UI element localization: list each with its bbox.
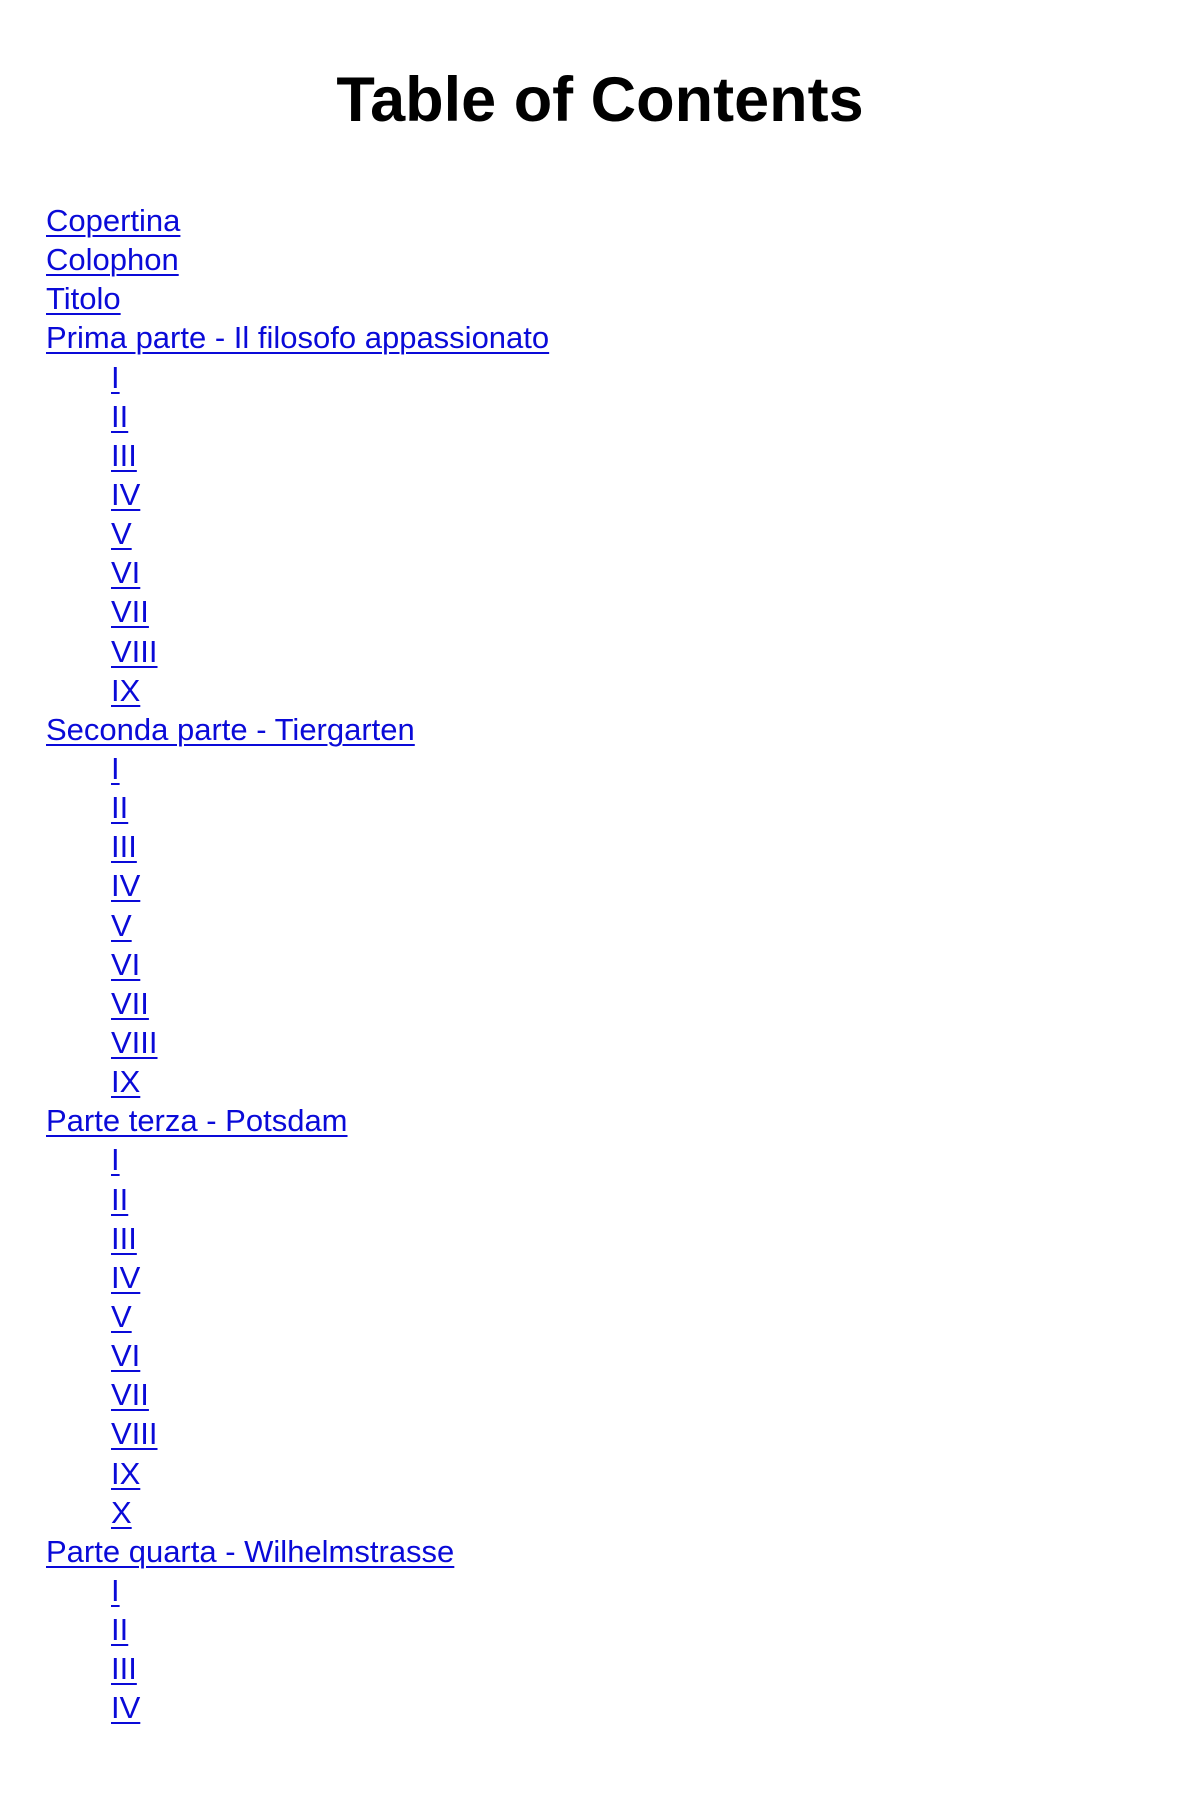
toc-chapter-item: [46, 475, 549, 514]
toc-chapter-link[interactable]: VI: [111, 555, 141, 591]
toc-chapter-item: [46, 1414, 549, 1453]
toc-chapter-link[interactable]: IV: [111, 476, 141, 512]
toc-chapter-link[interactable]: VI: [111, 1338, 141, 1374]
toc-chapter-item: [46, 827, 549, 866]
toc-chapter-item: [46, 1688, 549, 1727]
toc-chapter-item: [46, 1219, 549, 1258]
toc-part-item: [46, 710, 549, 749]
toc-chapter-link[interactable]: VII: [111, 985, 149, 1021]
toc-part-link[interactable]: Copertina: [46, 203, 181, 238]
toc-part-link[interactable]: Prima parte - Il filosofo appassionato: [46, 320, 550, 356]
toc-chapter-link[interactable]: II: [111, 1181, 129, 1217]
toc-chapter-item: [46, 1375, 549, 1414]
toc-part-item: [46, 1532, 549, 1571]
toc-chapter-item: [46, 1610, 549, 1649]
toc-chapter-item: [46, 436, 549, 475]
toc-chapter-item: [46, 1493, 549, 1532]
toc-chapter-link[interactable]: IV: [111, 1690, 141, 1726]
toc-chapter-link[interactable]: II: [111, 398, 129, 434]
toc-chapter-link[interactable]: II: [111, 1612, 129, 1648]
toc-chapter-link[interactable]: V: [111, 1298, 132, 1334]
toc-part-link[interactable]: Colophon: [46, 242, 179, 278]
toc-chapter-item: [46, 906, 549, 945]
toc-chapter-link[interactable]: I: [111, 1572, 120, 1608]
table-of-contents: [46, 201, 549, 1727]
toc-part-link[interactable]: Parte terza - Potsdam: [46, 1103, 348, 1139]
toc-chapter-item: [46, 1140, 549, 1179]
toc-part-item: [46, 201, 549, 240]
toc-chapter-link[interactable]: X: [111, 1494, 132, 1530]
toc-chapter-link[interactable]: VIII: [111, 633, 158, 669]
toc-part-link[interactable]: Seconda parte - Tiergarten: [46, 711, 415, 747]
toc-part-item: [46, 240, 549, 279]
toc-chapter-link[interactable]: IV: [111, 868, 141, 904]
toc-chapter-link[interactable]: III: [111, 1651, 137, 1687]
toc-chapter-link[interactable]: II: [111, 790, 129, 826]
toc-chapter-link[interactable]: VII: [111, 594, 149, 630]
toc-chapter-item: [46, 788, 549, 827]
toc-chapter-item: [46, 553, 549, 592]
toc-part-link[interactable]: Titolo: [46, 281, 121, 317]
toc-chapter-link[interactable]: VIII: [111, 1416, 158, 1452]
toc-chapter-item: [46, 1336, 549, 1375]
toc-chapter-link[interactable]: I: [111, 359, 120, 395]
toc-chapter-item: [46, 1571, 549, 1610]
toc-chapter-item: [46, 397, 549, 436]
toc-part-item: [46, 318, 549, 357]
toc-chapter-item: [46, 945, 549, 984]
toc-part-item: [46, 279, 549, 318]
toc-chapter-item: [46, 1649, 549, 1688]
toc-chapter-link[interactable]: III: [111, 1220, 137, 1256]
toc-chapter-link[interactable]: III: [111, 437, 137, 473]
toc-chapter-link[interactable]: IX: [111, 1455, 141, 1491]
toc-chapter-item: [46, 592, 549, 631]
toc-chapter-link[interactable]: IX: [111, 672, 141, 708]
toc-chapter-item: [46, 984, 549, 1023]
toc-chapter-link[interactable]: I: [111, 1142, 120, 1178]
toc-chapter-link[interactable]: IX: [111, 1064, 141, 1100]
toc-chapter-link[interactable]: VI: [111, 946, 141, 982]
toc-chapter-item: [46, 1062, 549, 1101]
toc-chapter-item: [46, 866, 549, 905]
page-title: Table of Contents: [336, 65, 864, 135]
toc-chapter-item: [46, 1258, 549, 1297]
toc-chapter-item: [46, 1454, 549, 1493]
toc-chapter-item: [46, 1023, 549, 1062]
toc-chapter-item: [46, 749, 549, 788]
toc-chapter-link[interactable]: III: [111, 829, 137, 865]
toc-chapter-link[interactable]: IV: [111, 1259, 141, 1295]
toc-part-item: [46, 1101, 549, 1140]
toc-chapter-link[interactable]: I: [111, 750, 120, 786]
toc-chapter-item: [46, 1180, 549, 1219]
toc-chapter-item: [46, 358, 549, 397]
toc-part-link[interactable]: Parte quarta - Wilhelmstrasse: [46, 1533, 455, 1569]
toc-chapter-link[interactable]: VII: [111, 1377, 149, 1413]
toc-chapter-item: [46, 1297, 549, 1336]
toc-chapter-link[interactable]: V: [111, 907, 132, 943]
toc-chapter-link[interactable]: V: [111, 516, 132, 552]
toc-chapter-item: [46, 632, 549, 671]
toc-chapter-link[interactable]: VIII: [111, 1024, 158, 1060]
toc-chapter-item: [46, 671, 549, 710]
toc-chapter-item: [46, 514, 549, 553]
